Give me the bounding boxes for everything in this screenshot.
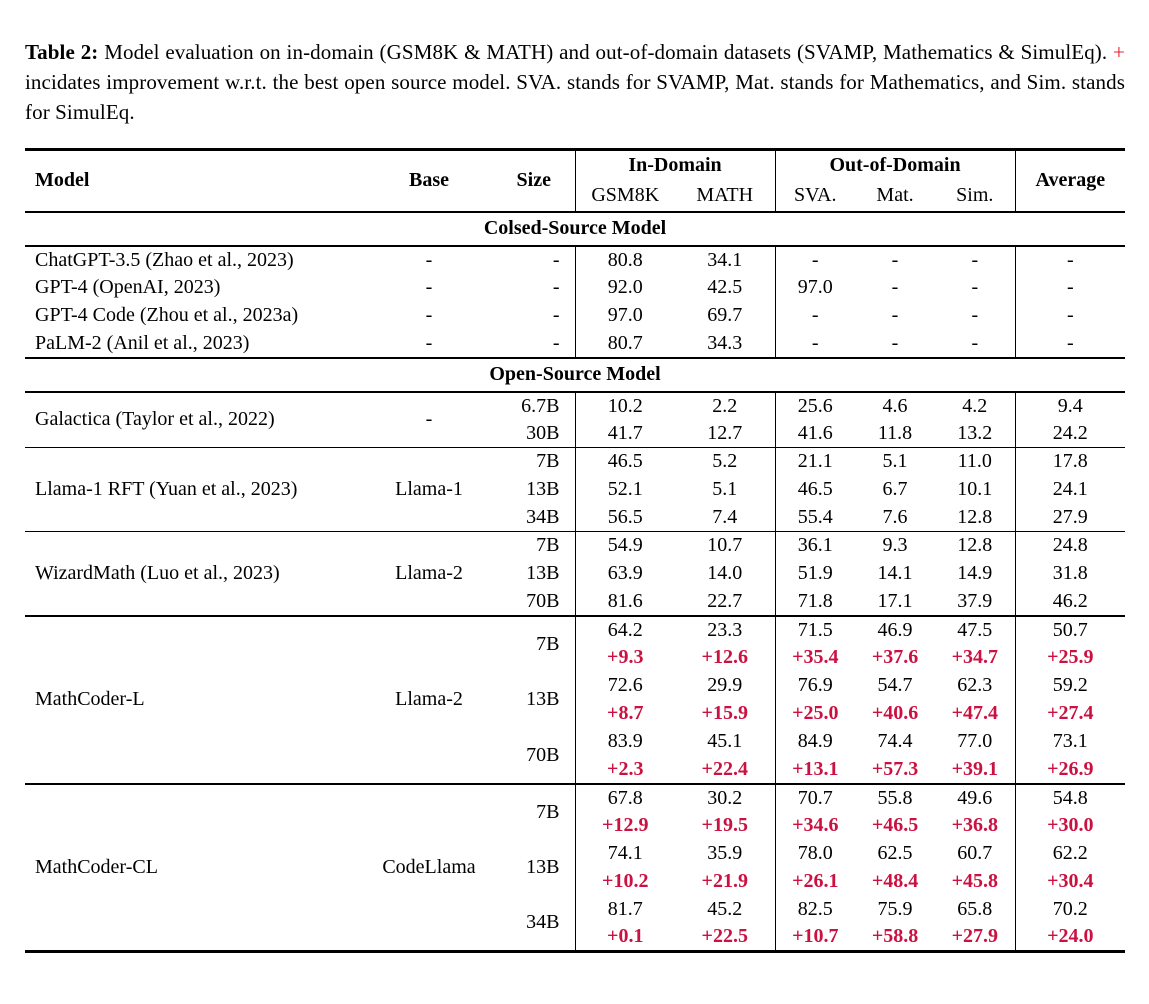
improvement-value: +25.0 xyxy=(775,700,855,728)
model-size: 30B xyxy=(526,421,560,444)
metric-value: 24.8 xyxy=(1015,532,1125,560)
improvement-value: +25.9 xyxy=(1015,644,1125,672)
model-name: MathCoder-CL xyxy=(25,784,365,952)
model-size: 13B xyxy=(526,856,560,879)
improvement-value: +10.7 xyxy=(775,924,855,952)
metric-value: 7.6 xyxy=(882,505,908,528)
metric-value: 41.7 xyxy=(575,420,675,448)
header-in-domain: In-Domain xyxy=(575,150,775,181)
model-size: - xyxy=(552,331,560,354)
metric-value: - xyxy=(1015,274,1125,302)
caption-text-after: incidates improvement w.r.t. the best open source model. SVA. stands for SVAMP, Mat. stands for Mathematics, and Sim. stands for SimulEq. xyxy=(25,70,1125,125)
metric-value: 50.7 xyxy=(1015,616,1125,644)
metric-value: 24.1 xyxy=(1015,476,1125,504)
metric-value: 54.7 xyxy=(877,674,913,697)
metric-value: 69.7 xyxy=(707,304,743,327)
metric-value: 11.0 xyxy=(935,448,1015,476)
improvement-value: +40.6 xyxy=(871,702,919,725)
metric-value: 70.7 xyxy=(775,784,855,812)
metric-value: 46.5 xyxy=(575,448,675,476)
metric-value: - xyxy=(1015,302,1125,330)
improvement-value: +0.1 xyxy=(575,924,675,952)
metric-value: 62.3 xyxy=(957,674,993,697)
metric-value: 97.0 xyxy=(775,274,855,302)
improvement-value: +19.5 xyxy=(701,814,748,837)
metric-value: 37.9 xyxy=(957,589,993,612)
table-row xyxy=(25,616,1125,644)
metric-value: 97.0 xyxy=(575,302,675,330)
improvement-value: +24.0 xyxy=(1015,924,1125,952)
table-row xyxy=(25,330,1125,358)
base-model: CodeLlama xyxy=(365,784,493,952)
metric-value: 29.9 xyxy=(707,674,743,697)
improvement-value: +57.3 xyxy=(871,757,919,780)
table-caption xyxy=(25,37,1125,127)
metric-value: 36.1 xyxy=(775,532,855,560)
caption-text-before: Model evaluation on in-domain (GSM8K & MATH) and out-of-domain datasets (SVAMP, Mathematics & SimulEq). xyxy=(104,40,1108,64)
metric-value: 62.2 xyxy=(1015,840,1125,868)
metric-value: 9.4 xyxy=(1015,392,1125,420)
improvement-value: +34.7 xyxy=(951,646,998,669)
improvement-value: +13.1 xyxy=(775,756,855,784)
metric-value: 49.6 xyxy=(935,784,1015,812)
metric-value: 34.1 xyxy=(675,246,775,274)
improvement-value: +36.8 xyxy=(951,814,998,837)
metric-value: 6.7 xyxy=(882,478,908,501)
metric-value: 54.9 xyxy=(575,532,675,560)
metric-value: 78.0 xyxy=(775,840,855,868)
model-size: 13B xyxy=(526,562,560,585)
metric-value: 25.6 xyxy=(775,392,855,420)
model-name: WizardMath (Luo et al., 2023) xyxy=(25,532,365,616)
metric-value: - xyxy=(855,246,935,274)
metric-value: 63.9 xyxy=(575,560,675,588)
metric-value: - xyxy=(891,331,899,354)
metric-value: 77.0 xyxy=(957,730,993,753)
metric-value: 14.0 xyxy=(707,562,743,585)
improvement-value: +30.0 xyxy=(1015,812,1125,840)
improvement-value: +46.5 xyxy=(871,814,919,837)
improvement-value: +48.4 xyxy=(871,870,919,893)
model-name: Galactica (Taylor et al., 2022) xyxy=(25,392,365,448)
metric-value: 12.8 xyxy=(935,532,1015,560)
base-model: - xyxy=(365,392,493,448)
evaluation-table xyxy=(25,148,1125,953)
model-size: 34B xyxy=(526,505,560,528)
metric-value: 42.5 xyxy=(707,276,743,299)
base-model: - xyxy=(365,246,493,274)
metric-value: - xyxy=(1015,330,1125,358)
metric-value: 13.2 xyxy=(957,421,993,444)
metric-value: 10.7 xyxy=(675,532,775,560)
metric-value: 52.1 xyxy=(575,476,675,504)
improvement-value: +27.9 xyxy=(951,925,998,948)
metric-value: 75.9 xyxy=(877,898,913,921)
improvement-value: +47.4 xyxy=(951,702,998,725)
metric-value: 30.2 xyxy=(675,784,775,812)
model-size: 13B xyxy=(526,688,560,711)
improvement-value: +22.5 xyxy=(701,925,748,948)
model-size: 70B xyxy=(526,743,560,766)
metric-value: - xyxy=(775,246,855,274)
model-size: 7B xyxy=(493,448,575,476)
base-model: - xyxy=(425,304,433,327)
metric-value: 4.6 xyxy=(855,392,935,420)
base-model: Llama-2 xyxy=(365,616,493,784)
metric-value: 76.9 xyxy=(775,672,855,700)
metric-value: 17.8 xyxy=(1015,448,1125,476)
improvement-value: +26.1 xyxy=(775,868,855,896)
metric-value: 81.7 xyxy=(575,896,675,924)
table-row xyxy=(25,448,1125,476)
header-size: Size xyxy=(493,150,575,212)
metric-value: 34.3 xyxy=(707,331,743,354)
metric-value: 27.9 xyxy=(1015,504,1125,532)
metric-value: 81.6 xyxy=(575,588,675,616)
metric-value: 31.8 xyxy=(1015,560,1125,588)
header-sva: SVA. xyxy=(775,181,855,212)
metric-value: - xyxy=(775,330,855,358)
metric-value: 72.6 xyxy=(575,672,675,700)
improvement-value: +26.9 xyxy=(1015,756,1125,784)
section-header-row xyxy=(25,212,1125,246)
model-size: 34B xyxy=(526,911,560,934)
metric-value: - xyxy=(971,276,979,299)
metric-value: 45.1 xyxy=(707,730,743,753)
metric-value: 12.8 xyxy=(957,505,993,528)
metric-value: 65.8 xyxy=(957,898,993,921)
model-size: - xyxy=(493,246,575,274)
table-header xyxy=(25,150,1125,212)
improvement-value: +2.3 xyxy=(575,756,675,784)
metric-value: 70.2 xyxy=(1015,896,1125,924)
improvement-value: +15.9 xyxy=(701,702,748,725)
improvement-value: +45.8 xyxy=(951,870,998,893)
model-name: PaLM-2 (Anil et al., 2023) xyxy=(35,331,250,354)
metric-value: 4.2 xyxy=(935,392,1015,420)
metric-value: 5.1 xyxy=(712,478,738,501)
metric-value: 67.8 xyxy=(575,784,675,812)
metric-value: 14.1 xyxy=(877,562,913,585)
model-size: - xyxy=(552,276,560,299)
table-row xyxy=(25,302,1125,330)
model-name: GPT-4 (OpenAI, 2023) xyxy=(35,276,221,299)
metric-value: 74.1 xyxy=(575,840,675,868)
metric-value: 55.4 xyxy=(775,504,855,532)
metric-value: - xyxy=(1015,246,1125,274)
improvement-value: +10.2 xyxy=(575,868,675,896)
metric-value: 11.8 xyxy=(877,421,913,444)
metric-value: 24.2 xyxy=(1015,420,1125,448)
model-name: Llama-1 RFT (Yuan et al., 2023) xyxy=(25,448,365,532)
metric-value: 23.3 xyxy=(675,616,775,644)
metric-value: 59.2 xyxy=(1015,672,1125,700)
header-model: Model xyxy=(25,150,365,212)
metric-value: 92.0 xyxy=(575,274,675,302)
metric-value: 5.2 xyxy=(675,448,775,476)
table-row xyxy=(25,784,1125,812)
metric-value: 2.2 xyxy=(675,392,775,420)
metric-value: 62.5 xyxy=(877,842,913,865)
improvement-value: +8.7 xyxy=(575,700,675,728)
model-size: 7B xyxy=(493,616,575,672)
header-sim: Sim. xyxy=(935,181,1015,212)
metric-value: 41.6 xyxy=(775,420,855,448)
section-title: Colsed-Source Model xyxy=(25,212,1125,246)
model-name: MathCoder-L xyxy=(25,616,365,784)
metric-value: 71.8 xyxy=(775,588,855,616)
metric-value: 80.7 xyxy=(575,330,675,358)
metric-value: 10.2 xyxy=(575,392,675,420)
metric-value: - xyxy=(971,331,979,354)
metric-value: 14.9 xyxy=(957,562,993,585)
metric-value: 12.7 xyxy=(707,421,743,444)
metric-value: 35.9 xyxy=(707,842,743,865)
improvement-value: +21.9 xyxy=(701,870,748,893)
base-model: Llama-2 xyxy=(365,532,493,616)
metric-value: 56.5 xyxy=(575,504,675,532)
metric-value: - xyxy=(971,304,979,327)
table-row xyxy=(25,274,1125,302)
metric-value: 5.1 xyxy=(855,448,935,476)
metric-value: 84.9 xyxy=(775,728,855,756)
table-row xyxy=(25,392,1125,420)
improvement-value: +22.4 xyxy=(701,757,748,780)
metric-value: 82.5 xyxy=(775,896,855,924)
improvement-value: +35.4 xyxy=(775,644,855,672)
metric-value: 64.2 xyxy=(575,616,675,644)
metric-value: 51.9 xyxy=(775,560,855,588)
model-size: - xyxy=(552,304,560,327)
metric-value: 46.2 xyxy=(1015,588,1125,616)
metric-value: 60.7 xyxy=(957,842,993,865)
metric-value: - xyxy=(935,246,1015,274)
header-average: Average xyxy=(1015,150,1125,212)
table-body xyxy=(25,212,1125,952)
model-size: 7B xyxy=(493,532,575,560)
metric-value: 7.4 xyxy=(712,505,738,528)
section-title: Open-Source Model xyxy=(25,358,1125,392)
improvement-value: +12.9 xyxy=(575,812,675,840)
caption-label: Table 2: xyxy=(25,40,99,64)
base-model: Llama-1 xyxy=(365,448,493,532)
improvement-value: +9.3 xyxy=(575,644,675,672)
metric-value: - xyxy=(891,304,899,327)
metric-value: 22.7 xyxy=(707,589,743,612)
header-out-of-domain: Out-of-Domain xyxy=(775,150,1015,181)
improvement-value: +27.4 xyxy=(1015,700,1125,728)
caption-plus-sign: + xyxy=(1113,40,1125,64)
header-gsm8k: GSM8K xyxy=(575,181,675,212)
header-mat: Mat. xyxy=(855,181,935,212)
improvement-value: +58.8 xyxy=(871,925,919,948)
improvement-value: +34.6 xyxy=(775,812,855,840)
metric-value: 46.5 xyxy=(775,476,855,504)
model-name: ChatGPT-3.5 (Zhao et al., 2023) xyxy=(25,246,365,274)
model-name: GPT-4 Code (Zhou et al., 2023a) xyxy=(35,304,299,327)
metric-value: 74.4 xyxy=(877,730,913,753)
model-size: 6.7B xyxy=(493,392,575,420)
metric-value: 83.9 xyxy=(575,728,675,756)
metric-value: 73.1 xyxy=(1015,728,1125,756)
metric-value: 10.1 xyxy=(957,478,993,501)
model-size: 7B xyxy=(493,784,575,840)
metric-value: 9.3 xyxy=(855,532,935,560)
metric-value: 45.2 xyxy=(707,898,743,921)
metric-value: 46.9 xyxy=(855,616,935,644)
table-row xyxy=(25,532,1125,560)
section-header-row xyxy=(25,358,1125,392)
model-size: 70B xyxy=(526,589,560,612)
metric-value: 17.1 xyxy=(877,589,913,612)
metric-value: 21.1 xyxy=(775,448,855,476)
improvement-value: +12.6 xyxy=(701,646,748,669)
improvement-value: +37.6 xyxy=(871,646,919,669)
base-model: - xyxy=(425,276,433,299)
metric-value: 80.8 xyxy=(575,246,675,274)
metric-value: 47.5 xyxy=(935,616,1015,644)
table-row xyxy=(25,246,1125,274)
metric-value: 54.8 xyxy=(1015,784,1125,812)
improvement-value: +30.4 xyxy=(1015,868,1125,896)
metric-value: 55.8 xyxy=(855,784,935,812)
metric-value: - xyxy=(891,276,899,299)
model-size: 13B xyxy=(526,478,560,501)
base-model: - xyxy=(425,331,433,354)
header-base: Base xyxy=(365,150,493,212)
metric-value: - xyxy=(775,302,855,330)
header-math: MATH xyxy=(675,181,775,212)
metric-value: 71.5 xyxy=(775,616,855,644)
improvement-value: +39.1 xyxy=(951,757,998,780)
